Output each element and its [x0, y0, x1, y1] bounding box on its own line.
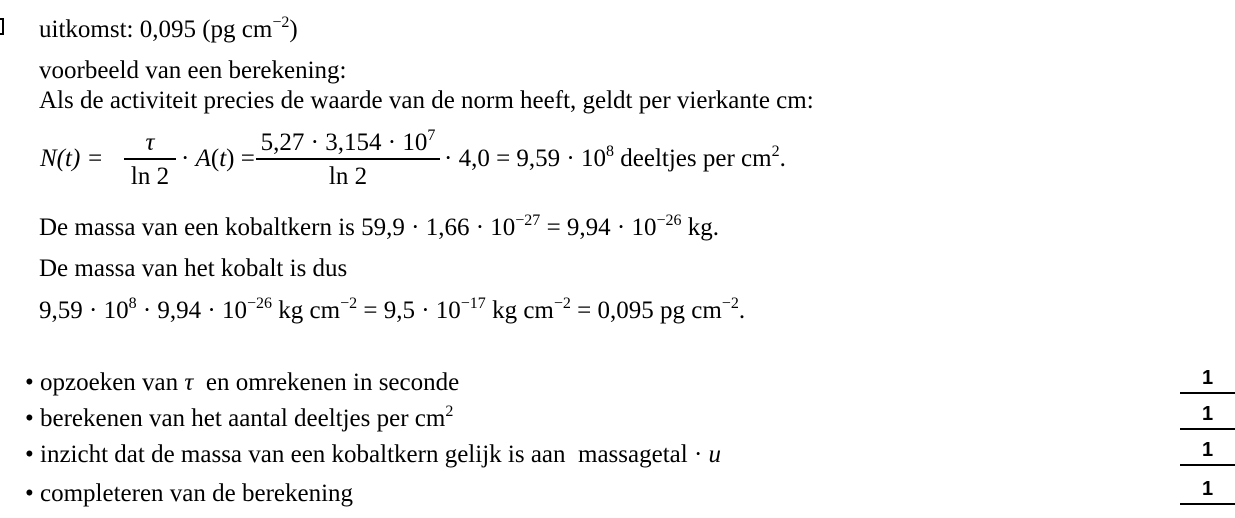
criterion-2-points: 1 [1180, 402, 1235, 430]
criterion-4: • completeren van de berekening [25, 480, 354, 507]
criterion-1-points: 1 [1180, 366, 1235, 394]
mass-calculation: $9,59 \cdot 10^8 \cdot 9,94 \cdot 10^{-26}$ kg $cm^{-2} = 9,5 \cdot 10^{-17}$ kg $cm^{-2} = 0,095$ pg $cm^{-2}$. [39, 295, 746, 324]
example-heading: voorbeeld van een berekening: [39, 57, 347, 84]
formula-tail: · $4,0 = 9,59 \cdot 10^8$ deeltjes per $cm^2$. [444, 143, 786, 172]
answer-unit: (pg $cm^{-2}$) [202, 14, 298, 43]
fraction-denominator: ln 2 [130, 163, 170, 190]
criterion-2: • berekenen van het aantal deeltjes per $cm^2$ [25, 403, 454, 432]
criterion-3: • inzicht dat de massa van een kobaltkern gelijk is aan massagetal · u [25, 441, 722, 468]
fraction-numerator: $5,27 \cdot 3,154 \cdot 10^7$ [260, 127, 436, 156]
fraction-tau-ln2 [124, 126, 176, 190]
answer-line [39, 14, 298, 43]
formula-mid: · A(t) = [181, 145, 255, 172]
answer-value: 0,095 [139, 16, 196, 43]
intro-text: Als de activiteit precies de waarde van de norm heeft, geldt per vierkante cm: [39, 87, 814, 114]
criterion-3-points: 1 [1180, 438, 1235, 466]
fraction-denominator: ln 2 [328, 163, 368, 190]
answer-label: uitkomst: [39, 16, 134, 43]
criterion-4-points: 1 [1180, 477, 1235, 505]
criterion-1: • opzoeken van τ en omrekenen in seconde [25, 369, 460, 396]
formula-lhs: N(t) = [40, 145, 104, 172]
fraction-numerator: τ [145, 129, 155, 156]
fraction-activity [256, 126, 440, 190]
kernel-mass-line: De massa van een kobaltkern is $59,9 \cdot 1,66 \cdot 10^{-27} = 9,94 \cdot 10^{-26}$ kg. [39, 212, 720, 241]
mass-intro: De massa van het kobalt is dus [39, 255, 348, 282]
answer-checkbox [0, 18, 4, 35]
